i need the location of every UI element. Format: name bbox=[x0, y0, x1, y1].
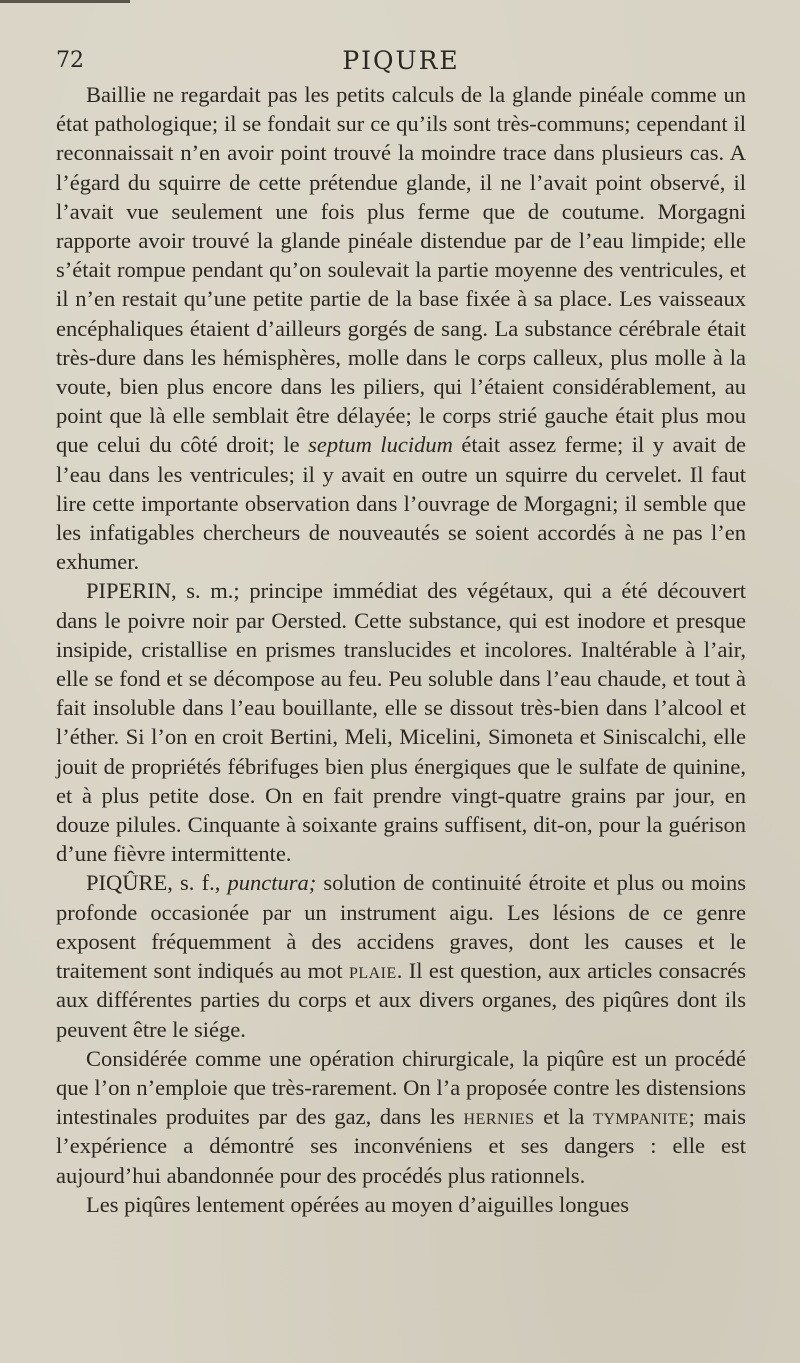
page-number: 72 bbox=[56, 48, 84, 73]
text-segment: Considérée comme une opération chirurgicale, la piqûre est un procédé que l’on n’emploie que très-rarement. On l’a proposée contre les distensions intestinales produites par des gaz, dans les bbox=[56, 1045, 746, 1130]
paragraph-piqure bbox=[56, 868, 746, 1043]
paragraph-operation bbox=[56, 1044, 746, 1190]
italic-term: septum lucidum bbox=[308, 432, 453, 458]
text-segment: Les piqûres lentement opérées au moyen d’aiguilles longues bbox=[86, 1191, 629, 1217]
edge-rule bbox=[0, 0, 130, 3]
running-title: PIQURE bbox=[342, 46, 460, 75]
text-segment: , s. f., bbox=[167, 870, 228, 896]
body-text bbox=[56, 80, 746, 1219]
text-segment: et la bbox=[534, 1104, 594, 1130]
paragraph-baillie bbox=[56, 80, 746, 576]
entry-headword: PIPERIN bbox=[86, 578, 172, 604]
running-head bbox=[56, 46, 746, 80]
entry-headword: PIQÛRE bbox=[86, 870, 168, 896]
paragraph-needles bbox=[56, 1190, 746, 1219]
cross-reference: hernies bbox=[463, 1104, 535, 1130]
cross-reference: plaie bbox=[348, 958, 397, 984]
text-segment: . Il est question, aux articles consacrés aux différentes parties du corps et aux divers organes, des piqûres dont ils peuvent être le siége. bbox=[56, 958, 747, 1042]
paragraph-piperin bbox=[56, 576, 746, 868]
italic-term: punctura; bbox=[227, 870, 317, 896]
text-segment: ; mais l’expérience a démontré ses inconvéniens et ses dangers : elle est aujourd’hui abandonnée pour des procédés plus rationnels. bbox=[56, 1104, 746, 1188]
text-segment: Baillie ne regardait pas les petits calculs de la glande pinéale comme un état pathologique; il se fondait sur ce qu’ils sont très-communs; cependant il reconnaissait n’en avoir point trouvé la moindre trace dans plusieurs cas. A l’égard du squirre de cette prétendue glande, il ne l’avait point observé, il l’avait vue seulement une fois plus ferme que de coutume. Morgagni rapporte avoir trouvé la glande pinéale distendue par de l’eau limpide; elle s’était rompue pendant qu’on soulevait la partie moyenne des ventricules, et il n’en restait qu’une petite partie de la base fixée à sa place. Les vaisseaux encéphaliques étaient d’ailleurs gorgés de sang. La substance cérébrale était très-dure dans les hémisphères, molle dans le corps calleux, plus molle à la voute, bien plus encore dans les piliers, qui l’étaient considérablement, au point que là elle semblait être délayée; le corps strié gauche était plus mou que celui du côté droit; le bbox=[56, 82, 746, 458]
text-segment: solution de continuité étroite et plus ou moins profonde occasionée par un instrument aigu. Les lésions de ce genre exposent fréquemment à des accidens graves, dont les causes et le traitement sont indiqués au mot bbox=[56, 870, 747, 984]
text-segment: , s. m.; principe immédiat des végétaux, qui a été découvert dans le poivre noir par Oersted. Cette substance, qui est inodore et presque insipide, cristallise en prismes translucides et incolores. Inaltérable à l’air, elle se fond et se décompose au feu. Peu soluble dans l’eau chaude, et tout à fait insoluble dans l’eau bouillante, elle se dissout très-bien dans l’alcool et l’éther. Si l’on en croit Bertini, Meli, Micelini, Simoneta et Siniscalchi, elle jouit de propriétés fébrifuges bien plus énergiques que le sulfate de quinine, et à plus petite dose. On en fait prendre vingt-quatre grains par jour, en douze pilules. Cinquante à soixante grains suffisent, dit-on, pour la guérison d’une fièvre intermittente. bbox=[56, 578, 746, 867]
cross-reference: tympanite bbox=[593, 1104, 689, 1130]
text-segment: était assez ferme; il y avait de l’eau dans les ventricules; il y avait en outre un squirre du cervelet. Il faut lire cette importante observation dans l’ouvrage de Morgagni; il semble que les infatigables chercheurs de nouveautés se soient accordés à ne pas l’en exhumer. bbox=[56, 432, 747, 575]
